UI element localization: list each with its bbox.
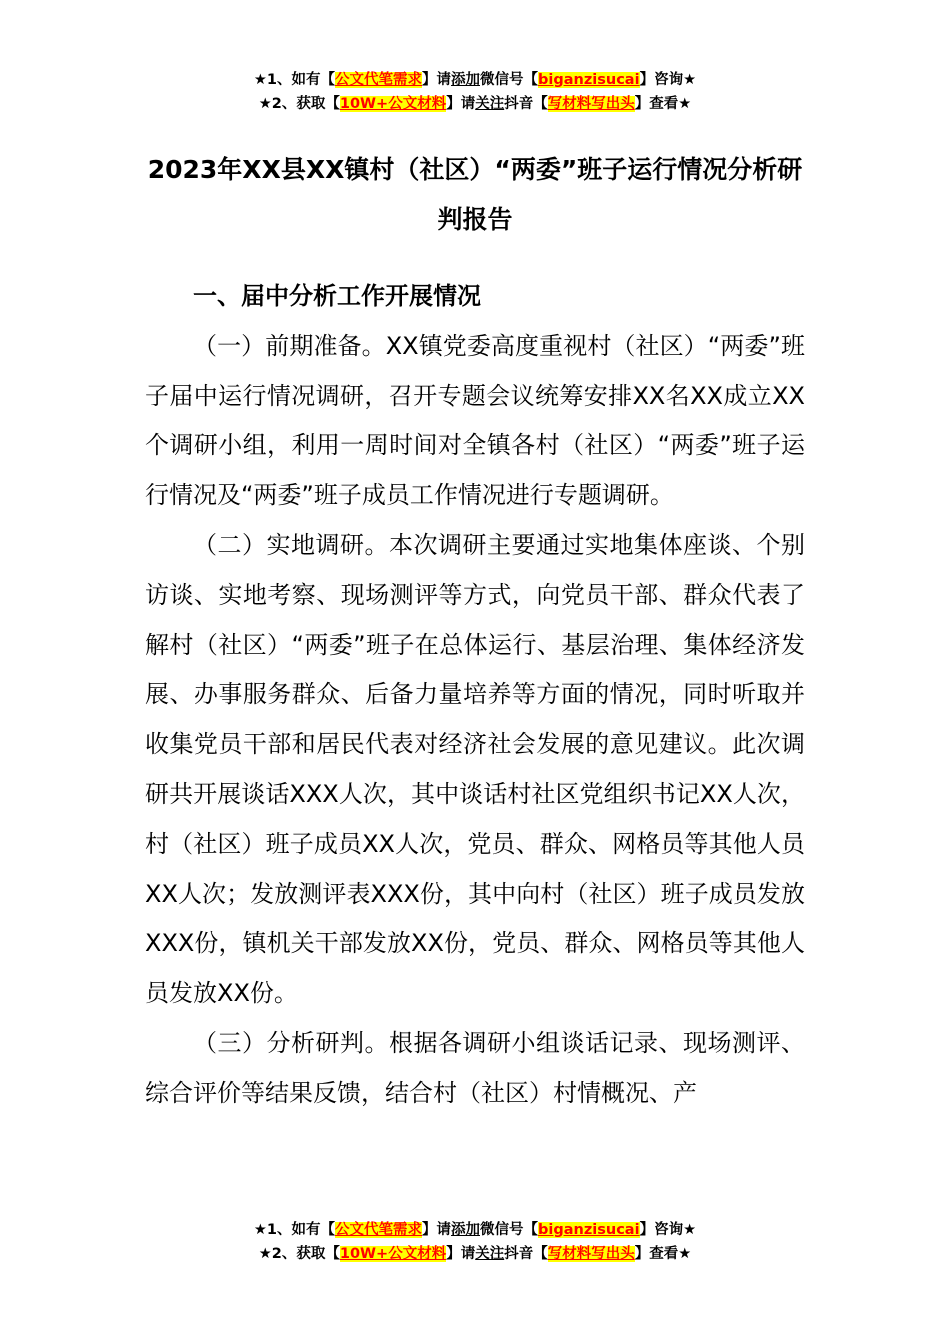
- promo-text: 】咨询★: [639, 72, 697, 88]
- paragraph: （二）实地调研。本次调研主要通过实地集体座谈、个别访谈、实地考察、现场测评等方式，向党员干部、群众代表了解村（社区）“两委”班子在总体运行、基层治理、集体经济发展、办事服务群众、后备力量培养等方面的情况，同时听取并收集党员干部和居民代表对经济社会发展的意见建议。此次调研共开展谈话XXX人次，其中谈话村社区党组织书记XX人次，村（社区）班子成员XX人次，党员、群众、网格员等其他人员XX人次；发放测评表XXX份，其中向村（社区）班子成员发放XXX份，镇机关干部发放XX份，党员、群众、网格员等其他人员发放XX份。: [145, 530, 805, 1008]
- promo-text: 抖音【: [504, 96, 548, 112]
- promo-highlight: 10W+公文材料: [339, 96, 447, 112]
- promo-text: 】请: [446, 96, 476, 112]
- promo-account: 写材料写出头: [547, 1246, 635, 1262]
- promo-text: ★2、获取【: [258, 96, 340, 112]
- promo-line-1: [0, 68, 950, 92]
- promo-text: 】请: [422, 1222, 452, 1238]
- paragraph: （三）分析研判。根据各调研小组谈话记录、现场测评、综合评价等结果反馈，结合村（社区）村情概况、产: [145, 1028, 805, 1107]
- promo-underlined: 添加: [451, 1222, 481, 1238]
- promo-text: 抖音【: [504, 1246, 548, 1262]
- promo-underlined: 关注: [475, 96, 505, 112]
- section-heading: 一、届中分析工作开展情况: [193, 282, 481, 310]
- promo-text: 】查看★: [634, 96, 692, 112]
- promo-underlined: 关注: [475, 1246, 505, 1262]
- promo-line-1: [0, 1218, 950, 1242]
- promo-line-2: [0, 92, 950, 116]
- promo-text: ★1、如有【: [253, 1222, 336, 1238]
- promo-wechat-id: biganzisucai: [538, 1222, 640, 1238]
- promo-wechat-id: biganzisucai: [538, 72, 640, 88]
- promo-text: 微信号【: [480, 1222, 539, 1238]
- document-body: [145, 272, 805, 1119]
- paragraph: （一）前期准备。XX镇党委高度重视村（社区）“两委”班子届中运行情况调研，召开专题会议统筹安排XX名XX成立XX个调研小组，利用一周时间对全镇各村（社区）“两委”班子运行情况及“两委”班子成员工作情况进行专题调研。: [145, 331, 805, 510]
- promo-text: 】请: [422, 72, 452, 88]
- promo-highlight: 公文代笔需求: [335, 1222, 423, 1238]
- promo-text: 】咨询★: [639, 1222, 697, 1238]
- document-title: 2023年XX县XX镇村（社区）“两委”班子运行情况分析研判报告: [147, 155, 803, 234]
- promo-text: ★1、如有【: [253, 72, 336, 88]
- promo-line-2: [0, 1242, 950, 1266]
- promo-banner-top: [0, 68, 950, 116]
- promo-text: 】请: [446, 1246, 476, 1262]
- promo-banner-bottom: [0, 1218, 950, 1266]
- promo-underlined: 添加: [451, 72, 481, 88]
- promo-text: ★2、获取【: [258, 1246, 340, 1262]
- promo-text: 微信号【: [480, 72, 539, 88]
- promo-account: 写材料写出头: [547, 96, 635, 112]
- promo-highlight: 10W+公文材料: [339, 1246, 447, 1262]
- promo-highlight: 公文代笔需求: [335, 72, 423, 88]
- promo-text: 】查看★: [634, 1246, 692, 1262]
